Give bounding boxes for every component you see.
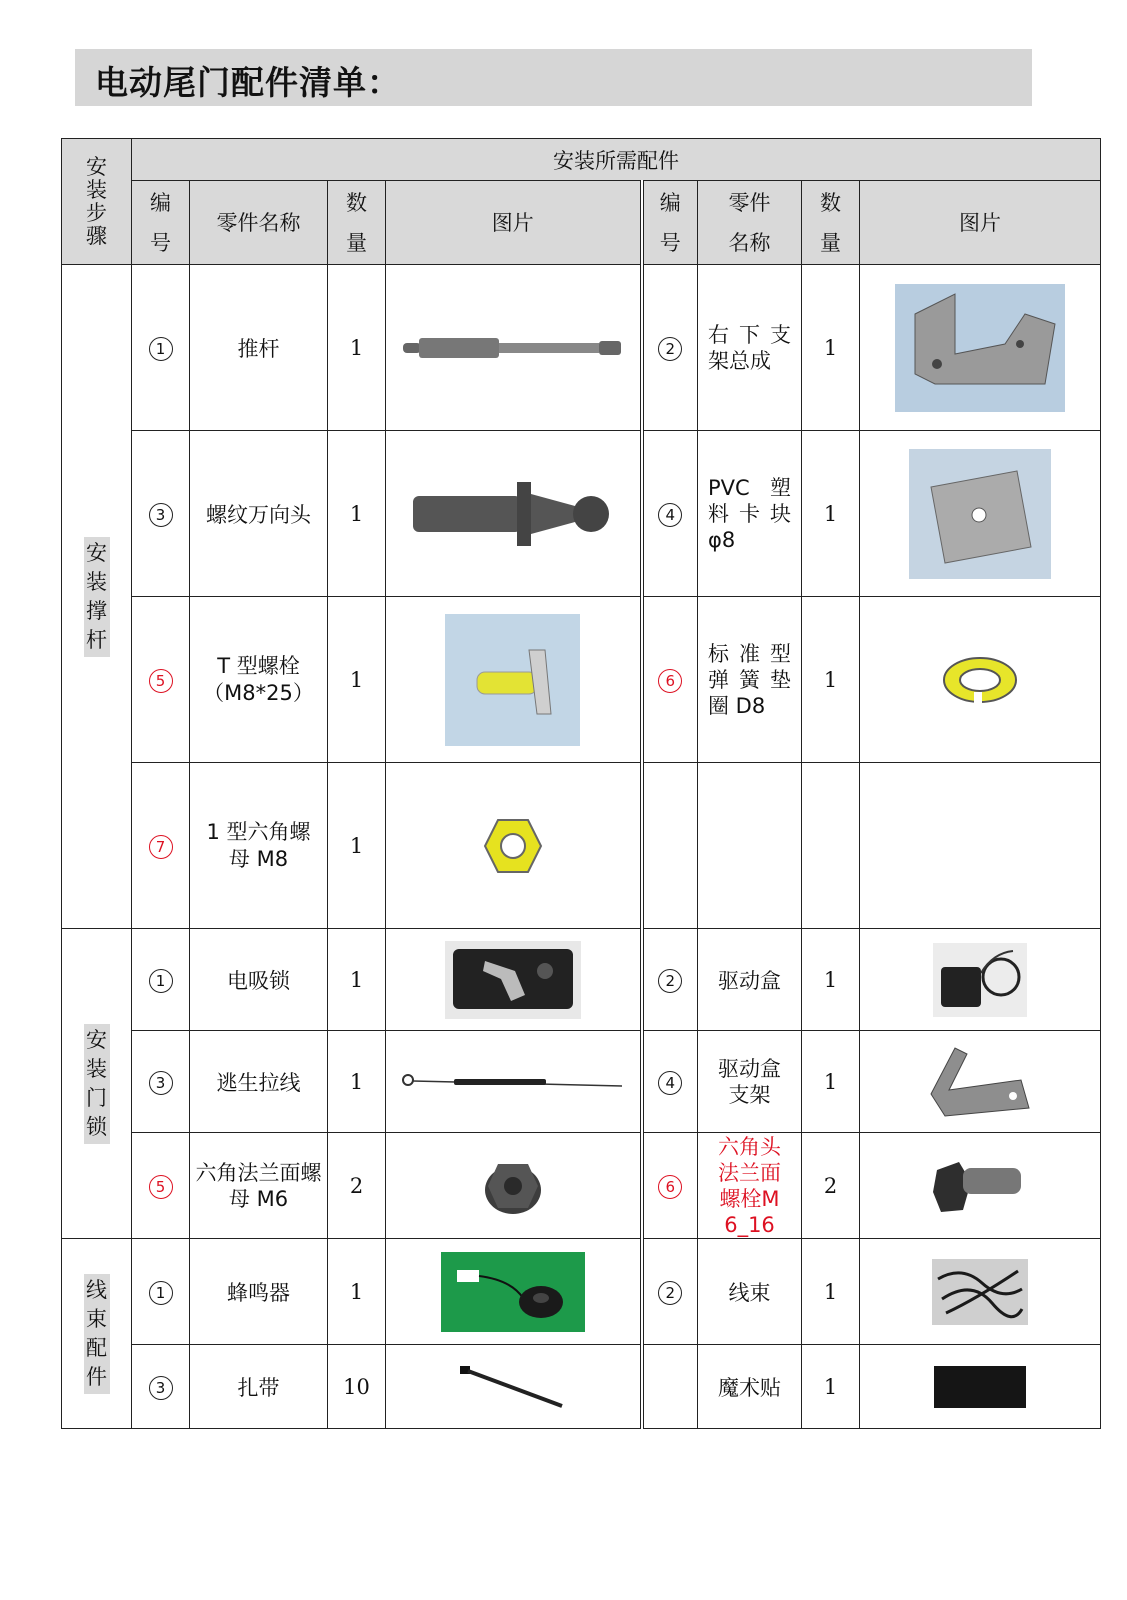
name-header-left: 零件名称 bbox=[190, 181, 328, 265]
part-number-empty bbox=[642, 763, 698, 929]
cable-tie-icon bbox=[458, 1362, 568, 1412]
part-name: 标准型弹簧垫圈 D8 bbox=[698, 597, 802, 763]
part-qty: 2 bbox=[328, 1133, 386, 1239]
part-qty: 10 bbox=[328, 1345, 386, 1429]
wire-harness-icon bbox=[932, 1259, 1028, 1325]
part-qty-empty bbox=[802, 763, 860, 929]
electric-lock-icon bbox=[445, 941, 581, 1019]
part-qty: 1 bbox=[328, 929, 386, 1031]
part-qty: 1 bbox=[328, 431, 386, 597]
part-number: 4 bbox=[642, 1031, 698, 1133]
part-name: 电吸锁 bbox=[190, 929, 328, 1031]
part-picture bbox=[860, 1031, 1101, 1133]
part-name: 六角头法兰面螺栓M6_16 bbox=[698, 1133, 802, 1239]
part-qty: 1 bbox=[328, 1031, 386, 1133]
part-name: 六角法兰面螺母 M6 bbox=[190, 1133, 328, 1239]
picture-header-right: 图片 bbox=[860, 181, 1101, 265]
part-qty: 1 bbox=[328, 597, 386, 763]
buzzer-icon bbox=[441, 1252, 585, 1332]
part-name: 线束 bbox=[698, 1239, 802, 1345]
part-qty: 1 bbox=[802, 929, 860, 1031]
part-picture bbox=[386, 597, 642, 763]
title-bar bbox=[75, 49, 1032, 106]
step-label: 线束配件 bbox=[84, 1274, 110, 1394]
part-number: 3 bbox=[132, 431, 190, 597]
part-number: 5 bbox=[132, 597, 190, 763]
part-number: 2 bbox=[642, 929, 698, 1031]
part-qty: 1 bbox=[802, 1031, 860, 1133]
bracket-assembly-icon bbox=[895, 284, 1065, 412]
page-title: 电动尾门配件清单： bbox=[95, 63, 401, 102]
part-picture bbox=[860, 1133, 1101, 1239]
ball-stud-icon bbox=[413, 474, 613, 554]
part-qty: 1 bbox=[802, 431, 860, 597]
number-header-right: 编号 bbox=[642, 181, 698, 265]
part-picture bbox=[860, 597, 1101, 763]
part-name: 逃生拉线 bbox=[190, 1031, 328, 1133]
part-name-empty bbox=[698, 763, 802, 929]
drive-box-bracket-icon bbox=[925, 1044, 1035, 1120]
qty-header-right: 数量 bbox=[802, 181, 860, 265]
parts-table bbox=[61, 138, 1101, 1429]
qty-header-left: 数量 bbox=[328, 181, 386, 265]
part-name: 1 型六角螺母 M8 bbox=[190, 763, 328, 929]
part-number: 3 bbox=[132, 1031, 190, 1133]
parts-required-header: 安装所需配件 bbox=[132, 139, 1101, 181]
escape-cable-icon bbox=[402, 1072, 624, 1092]
part-qty: 1 bbox=[802, 1345, 860, 1429]
part-qty: 2 bbox=[802, 1133, 860, 1239]
part-number: 1 bbox=[132, 265, 190, 431]
part-qty: 1 bbox=[328, 265, 386, 431]
part-name: 驱动盒支架 bbox=[698, 1031, 802, 1133]
number-header-left: 编号 bbox=[132, 181, 190, 265]
part-name: 右下支架总成 bbox=[698, 265, 802, 431]
hex-nut-icon bbox=[483, 818, 543, 874]
part-name: 扎带 bbox=[190, 1345, 328, 1429]
part-name: 蜂鸣器 bbox=[190, 1239, 328, 1345]
step-cell bbox=[62, 929, 132, 1239]
step-label: 安装撑杆 bbox=[84, 537, 110, 657]
flange-bolt-icon bbox=[933, 1154, 1027, 1218]
part-picture bbox=[386, 1239, 642, 1345]
part-number: 1 bbox=[132, 929, 190, 1031]
part-qty: 1 bbox=[328, 763, 386, 929]
part-number-empty bbox=[642, 1345, 698, 1429]
part-number: 6 bbox=[642, 597, 698, 763]
step-cell bbox=[62, 265, 132, 929]
part-picture bbox=[386, 929, 642, 1031]
spring-washer-icon bbox=[940, 652, 1020, 708]
part-name: 魔术贴 bbox=[698, 1345, 802, 1429]
part-number: 6 bbox=[642, 1133, 698, 1239]
part-name: 推杆 bbox=[190, 265, 328, 431]
part-qty: 1 bbox=[328, 1239, 386, 1345]
part-picture-empty bbox=[860, 763, 1101, 929]
part-picture bbox=[860, 1345, 1101, 1429]
part-number: 3 bbox=[132, 1345, 190, 1429]
flange-nut-icon bbox=[482, 1154, 544, 1218]
part-qty: 1 bbox=[802, 1239, 860, 1345]
part-picture bbox=[860, 265, 1101, 431]
part-number: 2 bbox=[642, 1239, 698, 1345]
part-qty: 1 bbox=[802, 597, 860, 763]
part-picture bbox=[386, 763, 642, 929]
part-name: T 型螺栓（M8*25） bbox=[190, 597, 328, 763]
part-picture bbox=[386, 1133, 642, 1239]
part-number: 4 bbox=[642, 431, 698, 597]
step-cell bbox=[62, 1239, 132, 1429]
name-header-right: 零件名称 bbox=[698, 181, 802, 265]
part-name: 螺纹万向头 bbox=[190, 431, 328, 597]
part-number: 2 bbox=[642, 265, 698, 431]
part-number: 1 bbox=[132, 1239, 190, 1345]
part-number: 5 bbox=[132, 1133, 190, 1239]
drive-box-icon bbox=[933, 943, 1027, 1017]
part-picture bbox=[386, 1031, 642, 1133]
part-picture bbox=[386, 431, 642, 597]
part-name: PVC 塑料卡块φ8 bbox=[698, 431, 802, 597]
pvc-block-icon bbox=[909, 449, 1051, 579]
part-picture bbox=[386, 1345, 642, 1429]
part-picture bbox=[860, 431, 1101, 597]
step-label: 安装门锁 bbox=[84, 1024, 110, 1144]
part-picture bbox=[860, 929, 1101, 1031]
push-rod-icon bbox=[403, 333, 623, 363]
part-picture bbox=[860, 1239, 1101, 1345]
t-bolt-icon bbox=[445, 614, 580, 746]
part-picture bbox=[386, 265, 642, 431]
step-header: 安装步骤 bbox=[62, 139, 132, 265]
part-qty: 1 bbox=[802, 265, 860, 431]
velcro-icon bbox=[934, 1364, 1026, 1410]
part-number: 7 bbox=[132, 763, 190, 929]
part-name: 驱动盒 bbox=[698, 929, 802, 1031]
picture-header-left: 图片 bbox=[386, 181, 642, 265]
